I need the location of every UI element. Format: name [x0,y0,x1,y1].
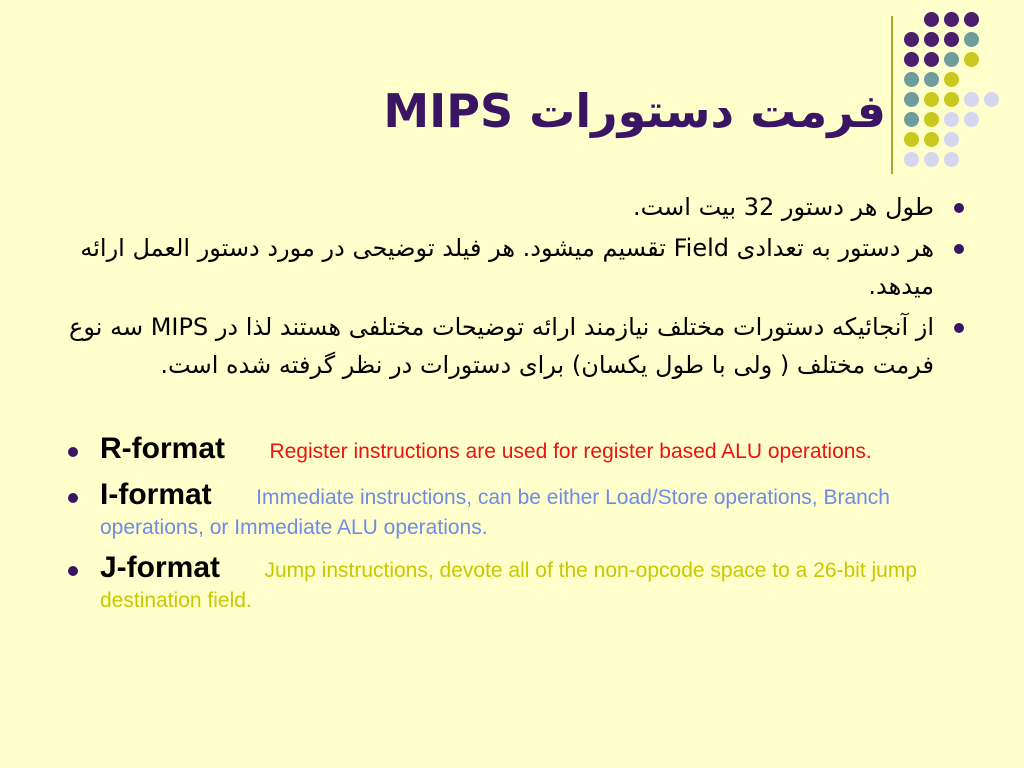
decorative-dot [924,52,939,67]
persian-bullet-list [44,188,964,387]
decorative-dot [924,112,939,127]
bullet-dot-icon [68,493,78,503]
format-name: R-format [100,432,225,465]
decorative-dot [924,72,939,87]
decorative-dot [964,12,979,27]
format-description: Immediate instructions, can be either Load/Store operations, Branch operations, or Immediate ALU operations. [100,486,890,539]
format-description: Jump instructions, devote all of the non-opcode space to a 26-bit jump destination field. [100,559,918,612]
persian-bullet-text: طول هر دستور 32 بیت است. [632,193,934,221]
format-name: I-format [100,478,212,511]
decorative-dot [904,72,919,87]
decorative-dot [924,32,939,47]
decorative-dot-grid [904,12,1020,162]
decorative-dot [904,92,919,107]
decorative-dot [944,132,959,147]
bullet-dot-icon [954,203,964,213]
persian-bullet-item [44,229,964,305]
title-persian: فرمت دستورات [529,84,886,138]
persian-bullet-item [44,308,964,384]
decorative-vertical-line [891,16,893,174]
decorative-dot [984,92,999,107]
title-latin: MIPS [383,84,514,138]
decorative-dot [924,12,939,27]
bullet-dot-icon [68,447,78,457]
format-item-i [60,478,970,543]
decorative-dot [924,92,939,107]
decorative-dot [964,112,979,127]
decorative-dot [944,32,959,47]
persian-bullet-item [44,188,964,226]
decorative-dot [944,52,959,67]
decorative-dot [944,12,959,27]
decorative-dot [964,92,979,107]
decorative-dot [904,152,919,167]
persian-bullet-text: هر دستور به تعدادی Field تقسیم میشود. هر فیلد توضیحی در مورد دستور العمل ارائه میدهد. [80,234,934,300]
decorative-dot [944,72,959,87]
decorative-dot [944,152,959,167]
bullet-dot-icon [954,244,964,254]
decorative-dot [944,112,959,127]
slide-title [300,84,886,139]
format-name: J-format [100,551,221,584]
format-description: Register instructions are used for register based ALU operations. [269,440,872,463]
instruction-format-list [60,432,970,624]
format-item-j [60,551,970,616]
bullet-dot-icon [68,566,78,576]
decorative-dot [904,52,919,67]
decorative-dot [944,92,959,107]
decorative-dot [964,52,979,67]
persian-bullet-text: از آنجائیکه دستورات مختلف نیازمند ارائه توضیحات مختلفی هستند لذا در MIPS سه نوع فرمت مختلف ( ولی با طول یکسان) برای دستورات در نظر گرفته شده است. [69,313,934,379]
decorative-dot [964,32,979,47]
decorative-dot [924,152,939,167]
bullet-dot-icon [954,323,964,333]
decorative-dot [924,132,939,147]
decorative-dot [904,32,919,47]
decorative-dot [904,112,919,127]
format-item-r [60,432,970,470]
decorative-dot [904,132,919,147]
